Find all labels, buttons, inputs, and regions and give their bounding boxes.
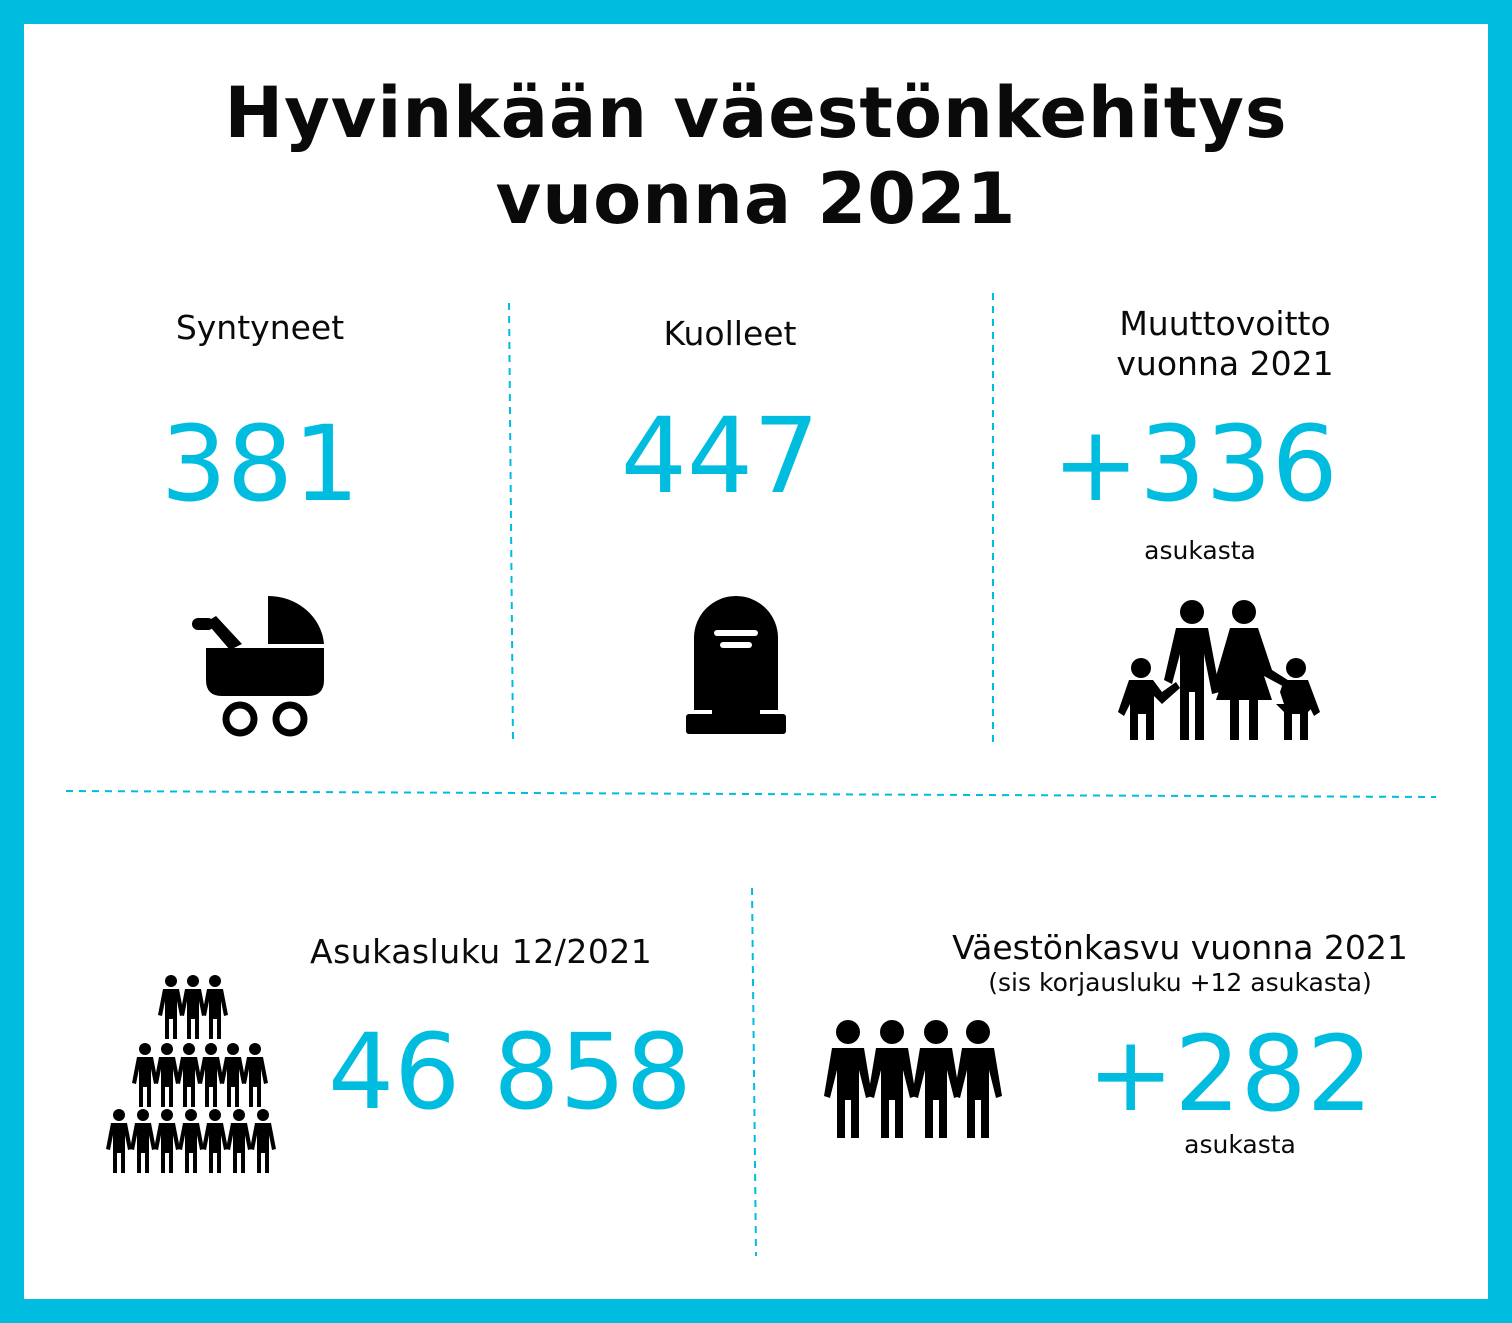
population-value: 46 858 xyxy=(328,1011,692,1133)
page-title-line-2: vuonna 2021 xyxy=(495,158,1017,240)
divider-vertical-1 xyxy=(509,303,513,742)
growth-note: (sis korjausluku +12 asukasta) xyxy=(988,968,1372,997)
births-label: Syntyneet xyxy=(175,308,345,347)
migration-label-line-1: Muuttovoitto xyxy=(1119,304,1331,343)
births-value: 381 xyxy=(160,403,360,525)
gravestone-icon xyxy=(686,594,786,734)
crowd-pyramid-icon xyxy=(104,975,282,1173)
divider-vertical-3 xyxy=(752,888,756,1256)
divider-horizontal xyxy=(66,791,1436,797)
family-icon xyxy=(1116,600,1322,740)
migration-value: +336 xyxy=(1052,403,1338,525)
page-title-line-1: Hyvinkään väestönkehitys xyxy=(224,72,1288,154)
baby-stroller-icon xyxy=(190,592,330,738)
group-of-people-icon xyxy=(822,1020,1000,1140)
deaths-value: 447 xyxy=(620,395,820,517)
growth-label: Väestönkasvu vuonna 2021 xyxy=(952,928,1408,967)
population-label: Asukasluku 12/2021 xyxy=(310,932,653,971)
growth-unit: asukasta xyxy=(1184,1130,1296,1159)
growth-value: +282 xyxy=(1087,1013,1373,1135)
deaths-label: Kuolleet xyxy=(663,314,797,353)
migration-unit: asukasta xyxy=(1144,536,1256,565)
migration-label-line-2: vuonna 2021 xyxy=(1116,344,1334,383)
